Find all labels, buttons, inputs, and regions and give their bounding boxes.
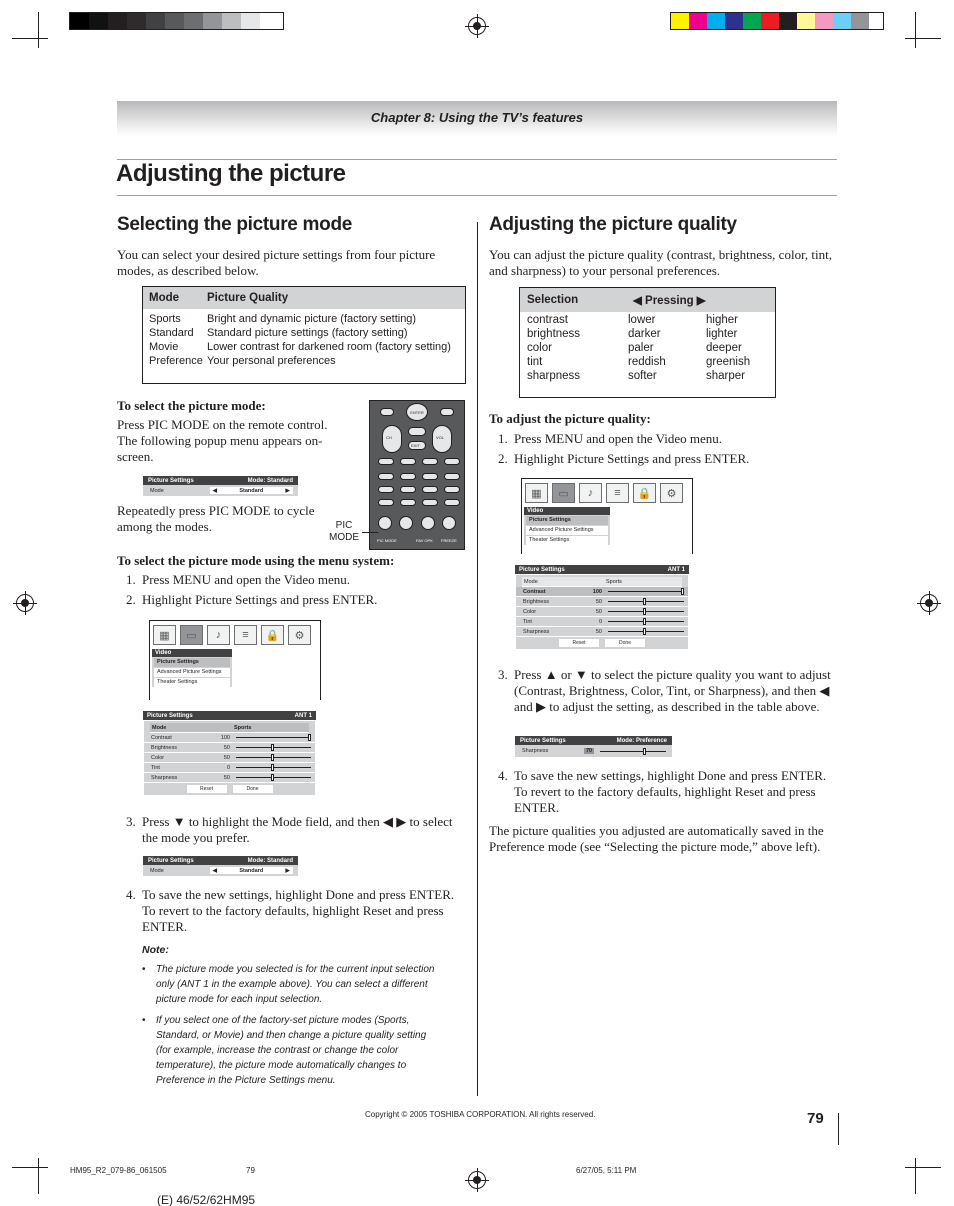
osd-slider[interactable] — [236, 767, 311, 768]
table-cell: Movie — [149, 341, 179, 353]
osd-mode-label: Mode — [152, 724, 167, 731]
osd-slider[interactable] — [608, 591, 684, 592]
table-cell: deeper — [706, 342, 742, 354]
quality-intro: You can adjust the picture quality (contrast, brightness, color, tint, and sharpness) to your personal preferences. — [489, 247, 832, 278]
table-cell: paler — [628, 342, 654, 354]
popup-mode-label: Mode: Standard — [247, 857, 293, 864]
select-mode-text: Press PIC MODE on the remote control. The following popup menu appears on-screen. — [117, 417, 328, 464]
column-divider — [477, 222, 478, 1096]
remote-button[interactable] — [400, 499, 416, 506]
crop-mark — [12, 38, 48, 39]
popup-row-label: Mode — [150, 867, 164, 874]
table-cell: Standard picture settings (factory setting) — [207, 327, 408, 339]
table-cell: lighter — [706, 328, 738, 340]
osd-title: Picture Settings — [147, 712, 193, 719]
note-list — [141, 962, 441, 1094]
osd-input: ANT 1 — [667, 566, 685, 573]
osd-slider-row[interactable] — [144, 763, 315, 773]
osd-slider-value: 0 — [598, 618, 602, 625]
registration-mark — [16, 594, 34, 612]
osd-header — [515, 565, 689, 574]
osd-slider-row[interactable] — [516, 607, 688, 617]
popup-mode-row[interactable] — [143, 865, 298, 876]
slider-knob[interactable] — [643, 618, 646, 625]
freeze-label: FREEZE — [441, 538, 457, 543]
slider-knob[interactable] — [308, 734, 311, 741]
step-item: 1. Press MENU and open the Video menu. — [498, 431, 723, 446]
registration-mark — [468, 17, 486, 35]
osd-slider-value: 50 — [223, 744, 230, 751]
table-cell: higher — [706, 314, 738, 326]
remote-button[interactable] — [399, 516, 413, 530]
osd-slider-row[interactable] — [516, 627, 688, 637]
video-icon[interactable]: ▭ — [552, 483, 575, 503]
closing-text: The picture qualities you adjusted are automatically saved in the Preference mode (see “Selecting the picture mode,” above left). — [489, 823, 824, 854]
remote-button[interactable] — [400, 473, 416, 480]
slider-knob[interactable] — [643, 628, 646, 635]
footer-page: 79 — [246, 1166, 255, 1175]
preferences-icon[interactable]: ≡ — [234, 625, 257, 645]
preferences-icon[interactable]: ≡ — [606, 483, 629, 503]
remote-button[interactable] — [400, 486, 416, 493]
popup-mode-label: Mode: Preference — [616, 737, 667, 744]
remote-button[interactable] — [444, 473, 460, 480]
osd-slider-row[interactable] — [516, 597, 688, 607]
page-title: Adjusting the picture — [116, 160, 346, 187]
table-cell: reddish — [628, 356, 666, 368]
popup-sharpness — [515, 736, 672, 757]
slider-knob[interactable] — [271, 744, 274, 751]
reset-button[interactable]: Reset — [559, 639, 599, 647]
table-row — [520, 369, 750, 383]
picture-settings-screen — [143, 711, 316, 796]
freeze-button[interactable] — [442, 516, 456, 530]
crop-mark — [905, 1167, 941, 1168]
menu-item-picture-settings[interactable]: Picture Settings — [154, 658, 230, 667]
step-text: Highlight Picture Settings and press ENTER. — [142, 592, 378, 607]
osd-slider-value: 100 — [592, 588, 602, 595]
osd-mode-value: Sports — [606, 578, 622, 585]
remote-button[interactable] — [422, 458, 438, 465]
popup-title: Picture Settings — [520, 737, 566, 744]
popup-header — [143, 476, 298, 485]
osd-mode-label: Mode — [524, 578, 538, 585]
osd-slider-value: 0 — [226, 764, 230, 771]
table-cell: contrast — [527, 314, 568, 326]
remote-button[interactable] — [444, 458, 460, 465]
step-text: Press ▲ or ▼ to select the picture quality you want to adjust (Contrast, Brightness, Color, Tint, or Sharpness), and then ◀ and ▶ to adjust the setting, as described in the table above. — [514, 667, 831, 714]
osd-slider-row[interactable] — [516, 587, 688, 597]
pic-mode-button[interactable] — [378, 516, 392, 530]
menu-item-advanced-picture[interactable]: Advanced Picture Settings — [526, 526, 608, 535]
left-steps-1-2 — [126, 572, 466, 612]
osd-slider-value: 50 — [595, 628, 602, 635]
subheading-adjust-quality: To adjust the picture quality: — [489, 411, 651, 426]
photo-icon[interactable]: ▦ — [153, 625, 176, 645]
table-row — [520, 313, 750, 327]
table-cell: Sports — [149, 313, 181, 325]
crop-mark — [12, 1167, 48, 1168]
remote-button[interactable] — [378, 499, 394, 506]
osd-slider[interactable] — [236, 757, 311, 758]
osd-slider-row[interactable] — [144, 733, 315, 743]
popup-picture-settings — [143, 476, 298, 496]
enter-button[interactable] — [406, 403, 428, 421]
osd-slider[interactable] — [608, 621, 684, 622]
menu-icon-row — [522, 479, 692, 507]
osd-slider-value: 50 — [595, 598, 602, 605]
mode-selector[interactable] — [210, 867, 293, 874]
table-row — [143, 326, 451, 340]
crop-mark — [915, 12, 916, 48]
popup-title: Picture Settings — [148, 477, 194, 484]
osd-slider-row[interactable] — [516, 617, 688, 627]
crop-mark — [915, 1158, 916, 1194]
ch-label: CH — [386, 435, 392, 440]
table-row — [143, 340, 451, 354]
osd-slider-value: 100 — [220, 734, 230, 741]
table-cell: sharper — [706, 370, 745, 382]
mode-value: Standard — [239, 867, 264, 874]
reset-button[interactable]: Reset — [187, 785, 227, 793]
osd-slider-label: Contrast — [151, 734, 172, 741]
section-heading-quality: Adjusting the picture quality — [489, 214, 737, 235]
table-cell: Lower contrast for darkened room (factory setting) — [207, 341, 451, 353]
step-text: Press MENU and open the Video menu. — [142, 572, 351, 587]
table-cell: Your personal preferences — [207, 355, 336, 367]
popup-title: Picture Settings — [148, 857, 194, 864]
osd-slider-row[interactable] — [144, 743, 315, 753]
remote-button[interactable] — [421, 516, 435, 530]
table-cell: brightness — [527, 328, 581, 340]
popup-row-label: Mode — [150, 487, 164, 494]
arrow-left-icon[interactable]: ◀ — [212, 487, 217, 494]
table-cell: lower — [628, 314, 656, 326]
remote-button[interactable] — [378, 486, 394, 493]
step-text: To save the new settings, highlight Done and press ENTER. To revert to the factory defaults, highlight Reset and press ENTER. — [514, 768, 827, 815]
crop-mark — [905, 38, 941, 39]
done-button[interactable]: Done — [605, 639, 645, 647]
slider-knob[interactable] — [643, 748, 646, 755]
table-cell: sharpness — [527, 370, 581, 382]
page-number-rule — [838, 1113, 839, 1145]
lock-icon[interactable]: 🔒 — [261, 625, 284, 645]
menu-icon-row — [150, 621, 320, 649]
copyright: Copyright © 2005 TOSHIBA CORPORATION. All rights reserved. — [365, 1110, 596, 1119]
pic-mode-callout: PIC MODE — [329, 520, 359, 543]
table-header-cell: ◀ Pressing ▶ — [633, 295, 706, 307]
popup-row-value: 70 — [586, 748, 593, 754]
video-menu-panel — [524, 507, 610, 545]
step-text: Press ▼ to highlight the Mode field, and then ◀ ▶ to select the mode you prefer. — [142, 814, 453, 845]
osd-slider-value: 50 — [595, 608, 602, 615]
slider-knob[interactable] — [271, 754, 274, 761]
enter-label: ENTER — [410, 409, 424, 415]
pic-mode-label: PIC MODE — [377, 538, 397, 543]
subheading-menu-system: To select the picture mode using the menu system: — [117, 553, 395, 568]
photo-icon[interactable]: ▦ — [525, 483, 548, 503]
footer-model: (E) 46/52/62HM95 — [157, 1193, 256, 1206]
menu-item-theater-settings[interactable]: Theater Settings — [526, 536, 608, 545]
step-item: 3. Press ▼ to highlight the Mode field, and then ◀ ▶ to select the mode you prefer. — [126, 814, 453, 845]
osd-panel — [515, 574, 689, 650]
table-row — [143, 311, 451, 326]
quality-table-header — [520, 288, 775, 312]
table-cell: color — [527, 342, 552, 354]
note-label: Note: — [142, 944, 169, 956]
right-steps-1-2 — [498, 431, 838, 471]
footer-file: HM95_R2_079-86_061505 — [70, 1166, 167, 1175]
table-cell: tint — [527, 356, 543, 368]
mode-value: Standard — [239, 487, 264, 494]
slider-knob[interactable] — [681, 588, 684, 595]
remote-button[interactable] — [444, 486, 460, 493]
remote-button[interactable] — [400, 458, 416, 465]
picture-settings-screen-right — [515, 565, 689, 650]
remote-button[interactable] — [378, 458, 394, 465]
table-cell: Preference — [149, 355, 203, 367]
audio-icon[interactable]: ♪ — [207, 625, 230, 645]
divider — [117, 195, 837, 196]
remote-button[interactable] — [422, 473, 438, 480]
table-header-cell: Mode — [149, 292, 180, 304]
step-text: To save the new settings, highlight Done and press ENTER. To revert to the factory defaults, highlight Reset and press ENTER. — [142, 887, 455, 934]
osd-slider-label: Contrast — [523, 588, 546, 595]
callout-line — [362, 532, 378, 533]
remote-button[interactable] — [378, 473, 394, 480]
remote-control-illustration — [369, 400, 465, 550]
popup-mode-label: Mode: Standard — [247, 477, 293, 484]
osd-slider-label: Color — [151, 754, 165, 761]
slider-knob[interactable] — [643, 608, 646, 615]
menu-item-theater-settings[interactable]: Theater Settings — [154, 678, 230, 687]
osd-slider-label: Sharpness — [151, 774, 178, 781]
remote-button[interactable] — [422, 486, 438, 493]
osd-slider-row[interactable] — [144, 753, 315, 763]
osd-slider[interactable] — [236, 737, 311, 738]
table-cell: softer — [628, 370, 657, 382]
osd-slider[interactable] — [608, 601, 684, 602]
osd-mode-row[interactable] — [522, 577, 682, 587]
osd-slider-label: Tint — [151, 764, 160, 771]
remote-button[interactable] — [408, 427, 426, 436]
popup-mode-row[interactable] — [143, 485, 298, 496]
remote-button[interactable] — [422, 499, 438, 506]
arrow-left-icon[interactable]: ◀ — [212, 867, 217, 874]
osd-slider[interactable] — [236, 747, 311, 748]
popup-header — [143, 856, 298, 865]
osd-slider-row[interactable] — [144, 773, 315, 783]
slider-knob[interactable] — [271, 774, 274, 781]
quality-table — [519, 287, 776, 398]
video-menu-screen-right — [521, 478, 693, 554]
vol-label: VOL — [436, 435, 445, 440]
footer-date: 6/27/05, 5:11 PM — [576, 1166, 637, 1175]
crop-mark — [38, 12, 39, 48]
table-cell: Standard — [149, 327, 194, 339]
osd-slider-label: Brightness — [151, 744, 177, 751]
table-cell: Bright and dynamic picture (factory setting) — [207, 313, 417, 325]
popup-header — [515, 736, 672, 745]
chapter-title: Chapter 8: Using the TV’s features — [370, 110, 584, 125]
table-row — [520, 327, 750, 341]
video-icon[interactable]: ▭ — [180, 625, 203, 645]
popup-picture-settings-2 — [143, 856, 298, 876]
slider-knob[interactable] — [643, 598, 646, 605]
osd-rows — [144, 733, 315, 783]
arrow-right-icon[interactable]: ▶ — [285, 487, 290, 494]
audio-icon[interactable]: ♪ — [579, 483, 602, 503]
right-step-3 — [498, 667, 838, 719]
mode-table-body — [143, 311, 451, 368]
remote-button[interactable] — [380, 408, 394, 416]
step-text: Highlight Picture Settings and press ENTER. — [514, 451, 750, 466]
page-number: 79 — [807, 1110, 824, 1127]
mode-table-header — [143, 287, 465, 309]
menu-item-picture-settings[interactable]: Picture Settings — [526, 516, 608, 525]
grayscale-bar — [69, 12, 284, 30]
table-row — [520, 355, 750, 369]
right-step-4 — [498, 768, 838, 820]
osd-slider-label: Sharpness — [523, 628, 550, 635]
step-item: 4. To save the new settings, highlight Done and press ENTER. To revert to the factory defaults, highlight Reset and press ENTER. — [498, 768, 827, 815]
osd-buttons — [144, 783, 315, 795]
subheading-select-mode: To select the picture mode: — [117, 398, 266, 413]
osd-slider[interactable] — [608, 611, 684, 612]
osd-slider[interactable] — [608, 631, 684, 632]
table-cell: greenish — [706, 356, 751, 368]
popup-sharpness-row[interactable] — [515, 745, 672, 757]
table-cell: darker — [628, 328, 661, 340]
mode-selector[interactable] — [210, 487, 293, 494]
arrow-right-icon[interactable]: ▶ — [285, 867, 290, 874]
osd-mode-value: Sports — [234, 724, 252, 731]
left-step-4 — [126, 887, 466, 939]
registration-mark — [920, 594, 938, 612]
osd-rows — [516, 587, 688, 637]
lock-icon[interactable]: 🔒 — [633, 483, 656, 503]
note-item: • If you select one of the factory-set picture modes (Sports, Standard, or Movie) and then change a picture quality setting (for example, increase the contrast or change the color temperature), the picture mode automatically changes to Preference in the Picture Settings menu. — [141, 1013, 441, 1088]
osd-buttons — [516, 637, 688, 649]
step-item: 2. Highlight Picture Settings and press ENTER. — [498, 451, 750, 466]
osd-input: ANT 1 — [294, 712, 312, 719]
done-button[interactable]: Done — [233, 785, 273, 793]
crop-mark — [38, 1158, 39, 1194]
video-menu-panel — [152, 649, 232, 687]
fav-label: FAV OPK — [416, 538, 433, 543]
osd-slider-value: 50 — [223, 754, 230, 761]
osd-slider-label: Brightness — [523, 598, 549, 605]
mode-table — [142, 286, 466, 384]
video-menu-title: Video — [524, 507, 610, 515]
osd-panel — [143, 720, 316, 796]
osd-slider-value: 50 — [223, 774, 230, 781]
chapter-header — [117, 101, 837, 136]
popup-row-label: Sharpness — [522, 748, 549, 754]
table-header-cell: Selection — [527, 294, 579, 306]
video-menu-title: Video — [152, 649, 232, 657]
section-heading-mode: Selecting the picture mode — [117, 214, 353, 235]
table-header-cell: Picture Quality — [207, 292, 289, 304]
setup-icon[interactable]: ⚙ — [288, 625, 311, 645]
note-item: • The picture mode you selected is for the current input selection only (ANT 1 in the example above). You can select a different picture mode for each input selection. — [141, 962, 441, 1007]
step-text: Press MENU and open the Video menu. — [514, 431, 723, 446]
osd-slider[interactable] — [236, 777, 311, 778]
osd-mode-row[interactable] — [150, 723, 309, 733]
step-item: 1. Press MENU and open the Video menu. — [126, 572, 351, 587]
slider-knob[interactable] — [271, 764, 274, 771]
step-item: 3. Press ▲ or ▼ to select the picture quality you want to adjust (Contrast, Brightness, Color, Tint, or Sharpness), and then ◀ and ▶ to adjust the setting, as described in the table above. — [498, 667, 831, 714]
setup-icon[interactable]: ⚙ — [660, 483, 683, 503]
osd-slider-label: Tint — [523, 618, 532, 625]
exit-label: EXIT — [411, 443, 420, 448]
step-item: 4. To save the new settings, highlight Done and press ENTER. To revert to the factory defaults, highlight Reset and press ENTER. — [126, 887, 455, 934]
left-step-3 — [126, 814, 466, 850]
video-menu-screen — [149, 620, 321, 700]
table-row — [520, 341, 750, 355]
remote-button[interactable] — [440, 408, 454, 416]
mode-intro: You can select your desired picture settings from four picture modes, as described below. — [117, 247, 436, 278]
step-item: 2. Highlight Picture Settings and press ENTER. — [126, 592, 378, 607]
channel-rocker[interactable] — [382, 425, 402, 453]
quality-table-body — [520, 313, 750, 383]
repeat-text: Repeatedly press PIC MODE to cycle among the modes. — [117, 503, 315, 534]
registration-mark — [468, 1171, 486, 1189]
sharpness-slider[interactable] — [600, 751, 666, 752]
remote-button[interactable] — [444, 499, 460, 506]
table-row — [143, 354, 451, 368]
osd-header — [143, 711, 316, 720]
osd-slider-label: Color — [523, 608, 537, 615]
osd-title: Picture Settings — [519, 566, 565, 573]
color-bar — [670, 12, 884, 30]
menu-item-advanced-picture[interactable]: Advanced Picture Settings — [154, 668, 230, 677]
